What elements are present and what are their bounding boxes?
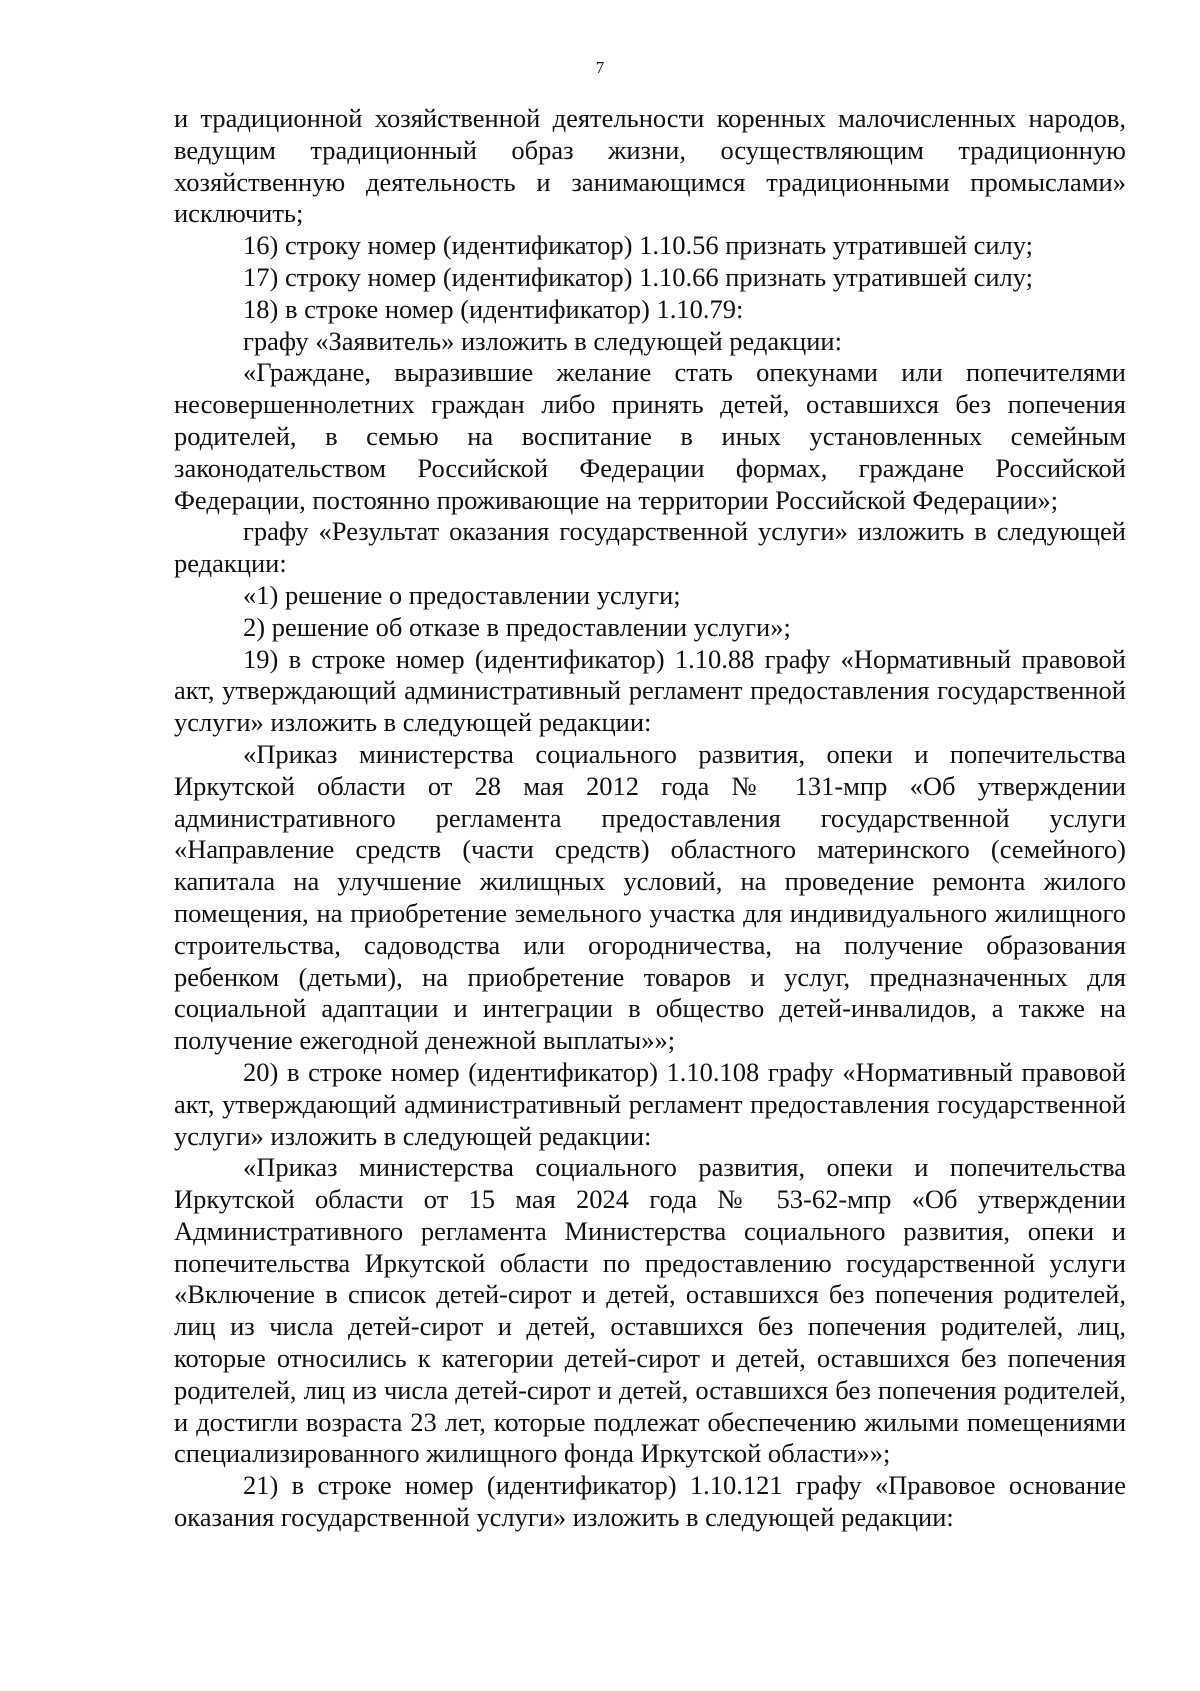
paragraph: 17) строку номер (идентификатор) 1.10.66 признать утратившей силу; (243, 261, 1034, 292)
paragraph: «Приказ министерства социального развития, опеки и попечительства Иркутской области от 15 мая 2024 года № 53-62-мпр «Об утверждении Административного регламента Министерства социального развития, опеки и попечительства Иркутской области по предоставлению государственной услуги «Включение в список детей-сирот и детей, оставшихся без попечения родителей, лиц из числа детей-сирот и детей, оставшихся без попечения родителей, лиц, которые относились к категории детей-сирот и детей, оставшихся без попечения родителей, лиц из числа детей-сирот и детей, оставшихся без попечения родителей, и достигли возраста 23 лет, которые подлежат обеспечению жилыми помещениями специализированного жилищного фонда Иркутской области»»; (174, 1152, 1126, 1469)
paragraph: 20) в строке номер (идентификатор) 1.10.108 графу «Нормативный правовой акт, утверждающий административный регламент предоставления государственной услуги» изложить в следующей редакции: (174, 1056, 1126, 1151)
paragraph: графу «Результат оказания государственной услуги» изложить в следующей редакции: (174, 516, 1126, 579)
paragraph: «Приказ министерства социального развития, опеки и попечительства Иркутской области от 28 мая 2012 года № 131-мпр «Об утверждении административного регламента предоставления государственной услуги «Направление средств (части средств) областного материнского (семейного) капитала на улучшение жилищных условий, на проведение ремонта жилого помещения, на приобретение земельного участка для индивидуального жилищного строительства, садоводства или огородничества, на получение образования ребенком (детьми), на приобретение товаров и услуг, предназначенных для социальной адаптации и интеграции в общество детей-инвалидов, а также на получение ежегодной денежной выплаты»»; (174, 738, 1126, 1056)
paragraph: и традиционной хозяйственной деятельности коренных малочисленных народов, ведущим традиционный образ жизни, осуществляющим традиционную хозяйственную деятельность и занимающимся традиционными промыслами» исключить; (174, 103, 1126, 229)
paragraph: 21) в строке номер (идентификатор) 1.10.121 графу «Правовое основание оказания государственной услуги» изложить в следующей редакции: (174, 1470, 1126, 1533)
paragraph: 19) в строке номер (идентификатор) 1.10.88 графу «Нормативный правовой акт, утверждающий административный регламент предоставления государственной услуги» изложить в следующей редакции: (174, 643, 1126, 738)
paragraph: «Граждане, выразившие желание стать опекунами или попечителями несовершеннолетних граждан либо принять детей, оставшихся без попечения родителей, в семью на воспитание в иных установленных семейным законодательством Российской Федерации формах, граждане Российской Федерации, постоянно проживающие на территории Российской Федерации»; (174, 357, 1126, 515)
paragraph: «1) решение о предоставлении услуги; (243, 579, 681, 610)
page-number: 7 (595, 58, 605, 77)
paragraph: 18) в строке номер (идентификатор) 1.10.79: (243, 293, 744, 324)
paragraph: графу «Заявитель» изложить в следующей редакции: (243, 325, 842, 356)
document-body (174, 103, 1126, 1534)
paragraph: 2) решение об отказе в предоставлении услуги»; (243, 611, 791, 642)
paragraph: 16) строку номер (идентификатор) 1.10.56 признать утратившей силу; (243, 230, 1034, 261)
